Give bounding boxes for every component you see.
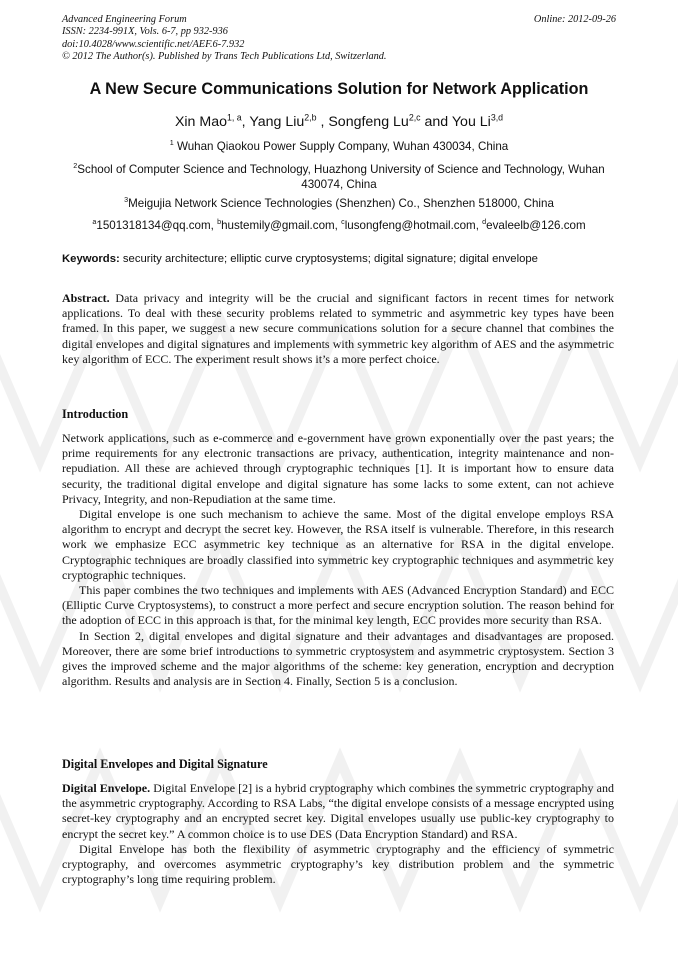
author-affiliation-mark: 1, a xyxy=(226,112,242,123)
affiliation-number: 2 xyxy=(73,161,78,171)
email-address[interactable]: hustemily@gmail.com, xyxy=(221,219,342,232)
keywords-text: security architecture; elliptic curve cryptosystems; digital signature; digital envelope xyxy=(119,253,538,265)
keywords xyxy=(62,253,622,265)
author-affiliation-mark: 2,b xyxy=(304,112,317,123)
author-affiliation-mark: 2,c xyxy=(408,112,421,123)
author-name: Songfeng Lu xyxy=(328,114,409,130)
paragraph: Digital envelope is one such mechanism to achieve the same. Most of the digital envelope employs RSA algorithm to encrypt and decrypt the secret key. However, the RSA itself is vulnerable. Therefore, in this research work we emphasize ECC asymmetric key technique as an alternative for RSA in the digital envelope. Cryptographic techniques are broadly classified into symmetric key cryptographic techniques and asymmetric key cryptographic techniques. xyxy=(62,507,614,582)
paragraph: Digital Envelope has both the flexibility of asymmetric cryptography and the efficiency of symmetric cryptography, and overcomes asymmetric cryptography’s key distribution problem and the symmetric cryptography’s long time requiring problem. xyxy=(62,841,614,887)
issn-line: ISSN: 2234-991X, Vols. 6-7, pp 932-936 xyxy=(62,26,228,38)
affiliation-number: 3 xyxy=(124,195,129,205)
author-separator: and xyxy=(420,114,452,130)
paragraph: Network applications, such as e-commerce and e-government have grown exponentially over the past years; the prime requirements for any electronic transactions are privacy, authentication, integrity maintenance and non-repudiation. All these are achieved through cryptographic techniques [1]. It is important how to ensure data security, the traditional digital envelope and digital signature has some lacks to some extent, can not achieve Privacy, Integrity, and non-Repudiation at the same time. xyxy=(62,431,614,506)
paper-title: A New Secure Communications Solution for Network Application xyxy=(89,80,589,98)
author-list xyxy=(30,114,648,130)
affiliation-text: Meigujia Network Science Technologies (Shenzhen) Co., Shenzhen 518000, China xyxy=(128,197,554,210)
email-address[interactable]: evaleelb@126.com xyxy=(486,219,586,232)
publication-header xyxy=(62,14,616,64)
section2-body xyxy=(62,781,614,887)
affiliation-2 xyxy=(60,162,618,192)
doi-line: doi:10.4028/www.scientific.net/AEF.6-7.932 xyxy=(62,38,245,50)
author-name: Yang Liu xyxy=(249,114,305,130)
abstract-text: Data privacy and integrity will be the crucial and significant factors in recent times for network applications. To deal with these security problems related to symmetric and asymmetric key types have been framed. In this paper, we suggest a new secure communications solution for a secure channel that combines the digital envelopes and digital signatures and implements with symmetric key algorithm of AES and the asymmetric key algorithm of ECC. The experiment result shows it’s a more perfect choice. xyxy=(62,291,614,366)
abstract-label: Abstract. xyxy=(62,291,110,305)
affiliation-1 xyxy=(60,139,618,154)
paragraph: In Section 2, digital envelopes and digital signature and their advantages and disadvantages are proposed. Moreover, there are some brief introductions to symmetric cryptosystem and asymmetric cryptosystem. Section 3 gives the improved scheme and the major algorithms of the scheme: key generation, encryption and decryption algorithm. Results and analysis are in Section 4. Finally, Section 5 is a conclusion. xyxy=(62,628,614,689)
email-mark: a xyxy=(92,217,97,227)
introduction-heading: Introduction xyxy=(62,407,129,421)
email-mark: b xyxy=(217,217,222,227)
email-address[interactable]: lusongfeng@hotmail.com, xyxy=(344,219,483,232)
affiliation-text: Wuhan Qiaokou Power Supply Company, Wuhan 430034, China xyxy=(173,140,509,153)
email-address[interactable]: 1501318134@qq.com, xyxy=(96,219,218,232)
email-mark: d xyxy=(482,217,487,227)
paragraph: Digital Envelope [2] is a hybrid cryptography which combines the symmetric cryptography and the asymmetric cryptography. According to RSA Labs, “the digital envelope consists of a message encrypted using secret-key cryptography and an encrypted secret key. Digital envelopes usually use public-key cryptography to encrypt the secret key.” A common choice is to use DES (Data Encryption Standard) and RSA. xyxy=(62,781,614,841)
abstract xyxy=(62,291,614,367)
keywords-label: Keywords: xyxy=(62,253,120,265)
introduction-body xyxy=(62,431,614,689)
copyright-line: © 2012 The Author(s). Published by Trans Tech Publications Ltd, Switzerland. xyxy=(62,51,387,63)
author-name: Xin Mao xyxy=(174,114,227,130)
paragraph: This paper combines the two techniques and implements with AES (Advanced Encryption Standard) and ECC (Elliptic Curve Cryptosystems), to construct a more perfect and secure encryption solution. The reason behind for the adoption of ECC in this approach is that, for the minimal key length, ECC provides more security than RSA. xyxy=(62,583,614,628)
author-affiliation-mark: 3,d xyxy=(490,112,504,123)
email-mark: c xyxy=(341,217,345,227)
email-line xyxy=(60,218,618,233)
online-date: Online: 2012-09-26 xyxy=(533,14,616,25)
journal-name: Advanced Engineering Forum xyxy=(62,14,187,25)
author-separator: , xyxy=(316,114,329,130)
author-separator: , xyxy=(241,114,250,130)
section2-heading: Digital Envelopes and Digital Signature xyxy=(62,757,268,771)
affiliation-number: 1 xyxy=(169,138,174,148)
subsection-label: Digital Envelope. xyxy=(62,781,151,795)
author-name: You Li xyxy=(451,114,491,130)
affiliation-text: School of Computer Science and Technology, Huazhong University of Science and Technology, Wuhan 430074, China xyxy=(77,163,605,191)
affiliation-3 xyxy=(60,196,618,211)
